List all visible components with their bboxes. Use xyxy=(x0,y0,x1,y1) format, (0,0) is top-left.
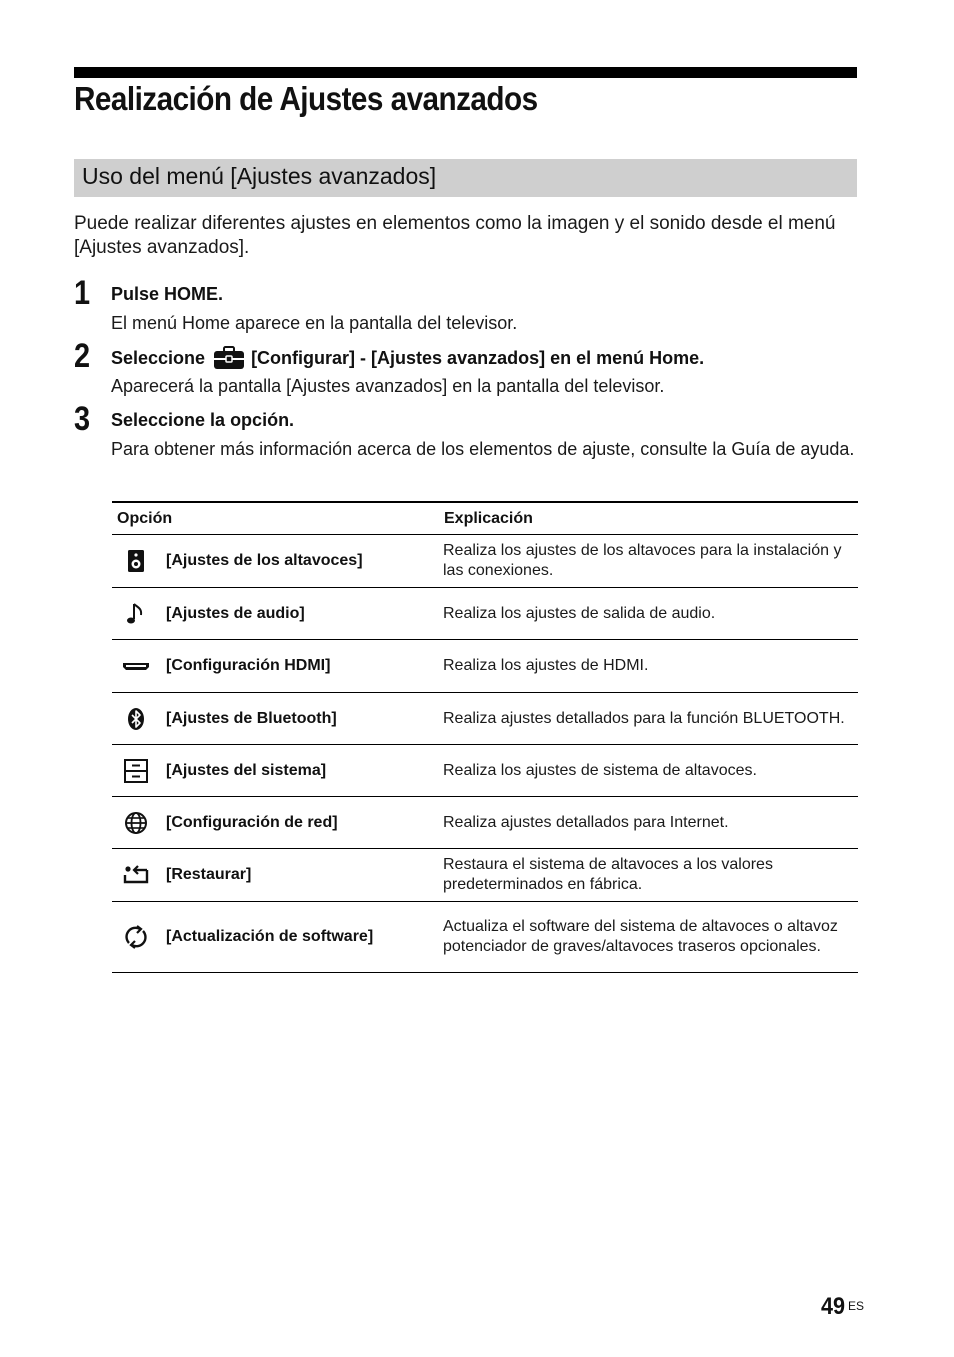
option-cell xyxy=(112,745,439,797)
bluetooth-icon xyxy=(123,706,149,732)
explanation-cell: Realiza ajustes detallados para Internet. xyxy=(439,797,858,849)
option-label: [Configuración de red] xyxy=(166,813,338,831)
step-number-3: 3 xyxy=(74,400,91,438)
header-explanation: Explicación xyxy=(439,502,858,535)
option-label: [Configuración HDMI] xyxy=(166,657,331,674)
step-2-heading xyxy=(111,346,704,370)
intro-text: Puede realizar diferentes ajustes en elementos como la imagen y el sonido desde el menú [Ajustes avanzados]. xyxy=(74,213,836,258)
option-cell xyxy=(112,640,439,693)
explanation-cell: Realiza ajustes detallados para la función BLUETOOTH. xyxy=(439,693,858,745)
step-number-1: 1 xyxy=(74,274,91,312)
step-3-description: Para obtener más información acerca de los elementos de ajuste, consulte la Guía de ayuda. xyxy=(111,439,855,459)
step-1-heading: Pulse HOME. xyxy=(111,284,224,304)
option-cell xyxy=(112,849,439,902)
page-title: Realización de Ajustes avanzados xyxy=(74,80,538,117)
refresh-icon xyxy=(123,924,149,950)
top-rule xyxy=(74,67,857,78)
header-option: Opción xyxy=(112,502,439,535)
table-row xyxy=(112,693,858,745)
option-label: [Actualización de software] xyxy=(166,928,374,945)
option-cell xyxy=(112,693,439,745)
table-row xyxy=(112,797,858,849)
option-label: [Ajustes de los altavoces] xyxy=(166,552,363,569)
table-row xyxy=(112,849,858,902)
globe-icon xyxy=(123,810,149,836)
explanation-cell: Realiza los ajustes de salida de audio. xyxy=(439,588,858,640)
option-label: [Ajustes de audio] xyxy=(166,604,305,622)
step-number-2: 2 xyxy=(74,337,91,375)
step-2-description: Aparecerá la pantalla [Ajustes avanzados] en la pantalla del televisor. xyxy=(111,376,665,396)
table-row xyxy=(112,902,858,973)
option-label: [Ajustes del sistema] xyxy=(166,761,327,779)
explanation-cell: Restaura el sistema de altavoces a los valores predeterminados en fábrica. xyxy=(439,849,858,902)
music-note-icon xyxy=(123,601,149,627)
page-number: 49 xyxy=(821,1293,846,1320)
option-cell xyxy=(112,902,439,973)
hdmi-icon xyxy=(123,653,149,679)
explanation-cell: Realiza los ajustes de los altavoces para la instalación y las conexiones. xyxy=(439,535,858,588)
table-row xyxy=(112,588,858,640)
option-cell xyxy=(112,588,439,640)
section-bar xyxy=(74,159,857,197)
page-language: ES xyxy=(848,1299,865,1313)
step-2-heading-before: Seleccione xyxy=(111,347,206,368)
explanation-cell: Realiza los ajustes de sistema de altavoces. xyxy=(439,745,858,797)
options-table xyxy=(112,501,858,973)
explanation-cell: Realiza los ajustes de HDMI. xyxy=(439,640,858,693)
step-3-heading: Seleccione la opción. xyxy=(111,410,295,430)
system-icon xyxy=(123,758,149,784)
toolbox-icon xyxy=(213,346,245,370)
option-label: [Restaurar] xyxy=(166,866,252,883)
option-cell xyxy=(112,535,439,588)
table-row xyxy=(112,535,858,588)
table-row xyxy=(112,745,858,797)
reset-icon xyxy=(123,862,149,888)
option-label: [Ajustes de Bluetooth] xyxy=(166,709,337,727)
speaker-icon xyxy=(123,548,149,574)
table-row xyxy=(112,640,858,693)
option-cell xyxy=(112,797,439,849)
table-header-row xyxy=(112,502,858,535)
explanation-cell: Actualiza el software del sistema de altavoces o altavoz potenciador de graves/altavoces traseros opcionales. xyxy=(439,902,858,973)
section-title: Uso del menú [Ajustes avanzados] xyxy=(82,163,437,189)
step-2-heading-after: [Configurar] - [Ajustes avanzados] en el menú Home. xyxy=(251,347,705,368)
step-1-description: El menú Home aparece en la pantalla del televisor. xyxy=(111,313,518,333)
